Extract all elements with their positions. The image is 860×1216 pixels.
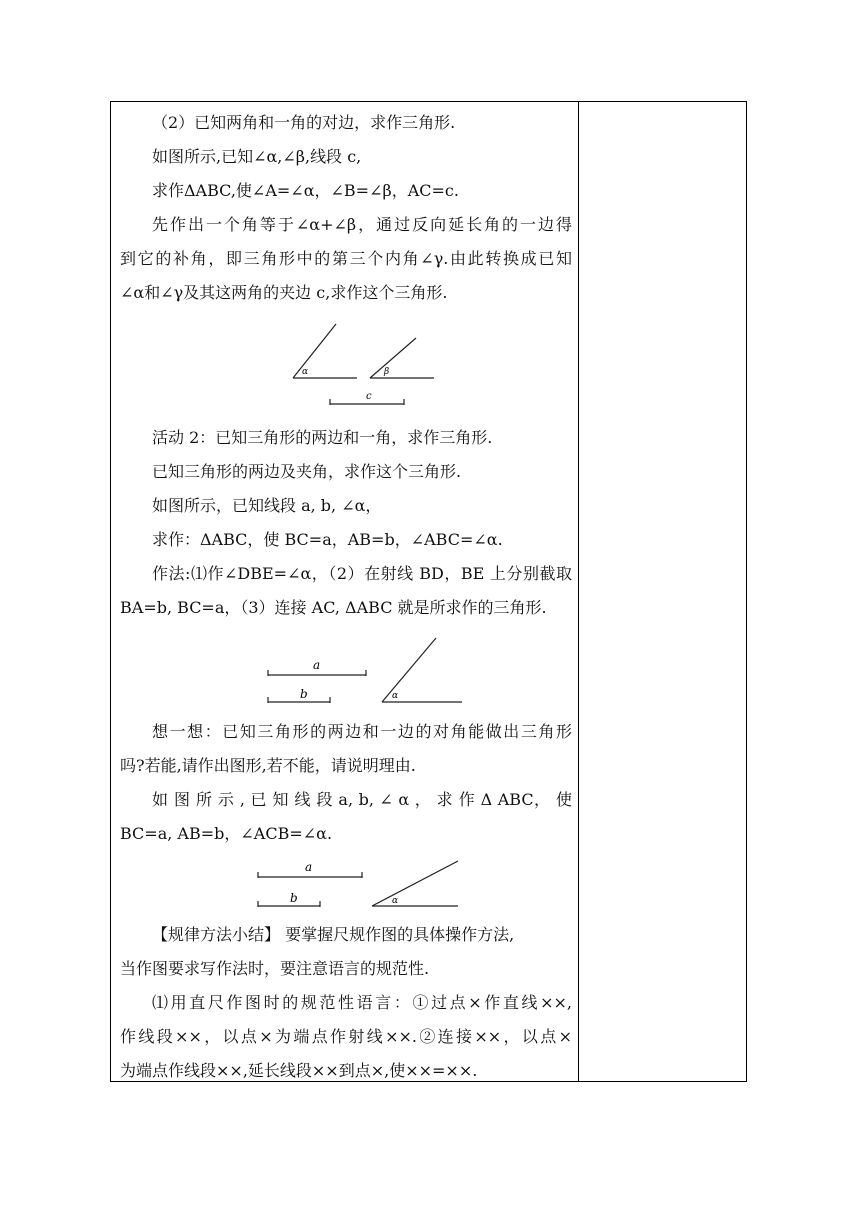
- label-b: b: [290, 891, 298, 905]
- paragraph-method-3: ∠α和∠γ及其这两角的夹边 c,求作这个三角形.: [120, 283, 448, 302]
- label-beta: β: [384, 367, 390, 377]
- label-a: a: [313, 658, 321, 672]
- paragraph-ruler-2: 作线段××，以点×为端点作射线××.②连接××，以点×: [120, 1027, 572, 1046]
- label-a: a: [305, 860, 313, 874]
- paragraph-think-2: 吗?若能,请作出图形,若不能，请说明理由.: [120, 756, 416, 775]
- label-c: c: [366, 391, 372, 402]
- paragraph-given-segments: 如图所示，已知线段 a, b, ∠α，: [152, 496, 382, 515]
- paragraph-two-sides-included-angle: 已知三角形的两边及夹角，求作这个三角形.: [152, 462, 462, 481]
- label-b: b: [300, 687, 308, 701]
- paragraph-steps-2: BA=b, BC=a，（3）连接 AC, ΔABC 就是所求作的三角形.: [120, 598, 547, 617]
- paragraph-construct-abc: 求作：ΔABC，使 BC=a，AB=b，∠ABC=∠α.: [152, 530, 503, 549]
- paragraph-think-1: 想一想：已知三角形的两边和一边的对角能做出三角形: [152, 722, 572, 741]
- paragraph-given-2-1: 如 图 所 示 , 已 知 线 段 a, b, ∠ α ， 求 作 Δ ABC， 使: [152, 790, 572, 809]
- paragraph-ruler-1: ⑴用直尺作图时的规范性语言：①过点×作直线××,: [152, 993, 572, 1012]
- paragraph-ruler-3: 为端点作线段××,延长线段××到点×,使××=××.: [120, 1061, 478, 1080]
- paragraph-activity-2: 活动 2：已知三角形的两边和一角，求作三角形.: [152, 428, 493, 447]
- paragraph-construct: 求作ΔABC,使∠A=∠α，∠B=∠β，AC=c.: [152, 181, 459, 200]
- paragraph-given-2-2: BC=a, AB=b，∠ACB=∠α.: [120, 824, 333, 843]
- label-alpha: α: [392, 896, 399, 906]
- paragraph-given: 如图所示,已知∠α,∠β,线段 c,: [152, 147, 362, 166]
- paragraph-summary-1: 【规律方法小结】 要掌握尺规作图的具体操作方法,: [152, 925, 515, 944]
- label-alpha: α: [392, 691, 399, 701]
- paragraph-method-1: 先作出一个角等于∠α+∠β，通过反向延长角的一边得: [152, 215, 572, 234]
- label-alpha: α: [302, 367, 309, 377]
- paragraph-known-two-angles: （2）已知两角和一角的对边，求作三角形.: [152, 113, 456, 132]
- paragraph-steps-1: 作法:⑴作∠DBE=∠α，（2）在射线 BD，BE 上分别截取: [152, 564, 572, 583]
- paragraph-method-2: 到它的补角，即三角形中的第三个内角∠γ.由此转换成已知: [120, 249, 572, 268]
- paragraph-summary-2: 当作图要求写作法时，要注意语言的规范性.: [120, 959, 430, 978]
